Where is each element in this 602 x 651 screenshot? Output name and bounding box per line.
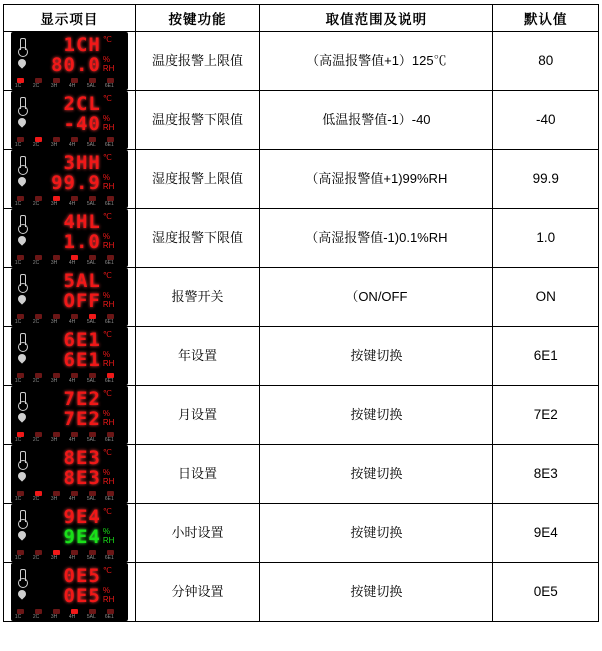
led-display-cell bbox=[4, 150, 136, 209]
value-range-cell: 低温报警值-1）-40 bbox=[260, 91, 493, 150]
default-value-cell: 9E4 bbox=[493, 504, 599, 563]
thermometer-icon bbox=[16, 155, 27, 171]
default-value-cell: 7E2 bbox=[493, 386, 599, 445]
droplet-icon bbox=[16, 411, 27, 427]
led-bar-label: 2C bbox=[32, 614, 40, 620]
led-humidity-value: 99.9 bbox=[51, 172, 101, 194]
led-temperature-row bbox=[11, 34, 128, 56]
led-temperature-row bbox=[11, 388, 128, 410]
led-bar-label: 5AL bbox=[86, 201, 96, 207]
led-humidity-unit: % RH bbox=[102, 114, 115, 132]
led-bar-label: 5AL bbox=[86, 555, 96, 561]
droplet-icon bbox=[16, 116, 27, 132]
led-temperature-value: 3HH bbox=[63, 152, 101, 174]
droplet-icon bbox=[16, 588, 27, 604]
value-range-cell: （ON/OFF bbox=[260, 268, 493, 327]
led-bar-label: 3H bbox=[50, 496, 58, 502]
default-value-cell: 1.0 bbox=[493, 209, 599, 268]
led-humidity-unit: % RH bbox=[102, 232, 115, 250]
led-display-cell bbox=[4, 91, 136, 150]
led-bar-label: 4H bbox=[68, 496, 76, 502]
led-bar-label: 3H bbox=[50, 142, 58, 148]
led-humidity-row bbox=[11, 408, 128, 430]
led-bar-label: 2C bbox=[32, 319, 40, 325]
led-bar-labels bbox=[11, 201, 128, 208]
led-bar-label: 3H bbox=[50, 319, 58, 325]
value-range-cell: 按键切换 bbox=[260, 563, 493, 622]
led-humidity-unit: % RH bbox=[102, 173, 115, 191]
led-bar-label: 5AL bbox=[86, 614, 96, 620]
led-panel bbox=[11, 563, 128, 621]
led-humidity-value: 7E2 bbox=[63, 408, 101, 430]
led-bar-label: 1C bbox=[14, 201, 22, 207]
led-display-cell bbox=[4, 386, 136, 445]
led-bar-label: 5AL bbox=[86, 319, 96, 325]
key-function-cell: 年设置 bbox=[135, 327, 260, 386]
thermometer-icon bbox=[16, 214, 27, 230]
led-bar-labels bbox=[11, 496, 128, 503]
led-temperature-value: 0E5 bbox=[63, 565, 101, 587]
led-humidity-value: 9E4 bbox=[63, 526, 101, 548]
led-bar-label: 6E1 bbox=[104, 437, 114, 443]
led-bar-label: 3H bbox=[50, 83, 58, 89]
led-humidity-value: 80.0 bbox=[51, 54, 101, 76]
led-bar-label: 1C bbox=[14, 142, 22, 148]
led-bar-label: 5AL bbox=[86, 260, 96, 266]
led-humidity-unit: % RH bbox=[102, 350, 115, 368]
value-range-cell: 按键切换 bbox=[260, 445, 493, 504]
led-humidity-value: 8E3 bbox=[63, 467, 101, 489]
led-humidity-row bbox=[11, 231, 128, 253]
default-value-cell: -40 bbox=[493, 91, 599, 150]
key-function-cell: 月设置 bbox=[135, 386, 260, 445]
led-humidity-row bbox=[11, 172, 128, 194]
led-bar-labels bbox=[11, 614, 128, 621]
led-temperature-unit: ℃ bbox=[102, 389, 112, 398]
table-body bbox=[4, 32, 599, 622]
led-humidity-row bbox=[11, 526, 128, 548]
thermometer-icon bbox=[16, 450, 27, 466]
led-display-cell bbox=[4, 268, 136, 327]
led-panel bbox=[11, 327, 128, 385]
led-bar-label: 4H bbox=[68, 437, 76, 443]
led-display-cell bbox=[4, 327, 136, 386]
table-header-row bbox=[4, 5, 599, 32]
thermometer-icon bbox=[16, 332, 27, 348]
led-bar-label: 3H bbox=[50, 614, 58, 620]
led-bar-label: 5AL bbox=[86, 437, 96, 443]
led-bar-label: 1C bbox=[14, 319, 22, 325]
value-range-cell: （高湿报警值-1)0.1%RH bbox=[260, 209, 493, 268]
led-indicator-bar bbox=[11, 607, 128, 621]
led-bar-labels bbox=[11, 378, 128, 385]
led-bar-label: 1C bbox=[14, 378, 22, 384]
led-humidity-row bbox=[11, 113, 128, 135]
table-row bbox=[4, 563, 599, 622]
led-bar-label: 1C bbox=[14, 496, 22, 502]
header-range: 取值范围及说明 bbox=[260, 5, 493, 32]
led-bar-label: 6E1 bbox=[104, 83, 114, 89]
key-function-cell: 温度报警下限值 bbox=[135, 91, 260, 150]
droplet-icon bbox=[16, 470, 27, 486]
led-panel bbox=[11, 386, 128, 444]
led-temperature-unit: ℃ bbox=[102, 448, 112, 457]
key-function-cell: 温度报警上限值 bbox=[135, 32, 260, 91]
led-humidity-unit: % RH bbox=[102, 409, 115, 427]
led-indicator-bar bbox=[11, 548, 128, 562]
led-temperature-row bbox=[11, 565, 128, 587]
led-temperature-unit: ℃ bbox=[102, 271, 112, 280]
thermometer-icon bbox=[16, 96, 27, 112]
led-bar-label: 6E1 bbox=[104, 378, 114, 384]
led-bar-label: 5AL bbox=[86, 378, 96, 384]
table-row bbox=[4, 150, 599, 209]
led-bar-label: 1C bbox=[14, 260, 22, 266]
default-value-cell: 6E1 bbox=[493, 327, 599, 386]
led-temperature-value: 4HL bbox=[63, 211, 101, 233]
table-row bbox=[4, 91, 599, 150]
led-panel bbox=[11, 268, 128, 326]
led-display-cell bbox=[4, 209, 136, 268]
default-value-cell: 0E5 bbox=[493, 563, 599, 622]
led-indicator-bar bbox=[11, 371, 128, 385]
key-function-cell: 分钟设置 bbox=[135, 563, 260, 622]
led-indicator-bar bbox=[11, 253, 128, 267]
led-humidity-value: 1.0 bbox=[63, 231, 101, 253]
led-humidity-value: 0E5 bbox=[63, 585, 101, 607]
led-bar-labels bbox=[11, 142, 128, 149]
led-display-cell bbox=[4, 563, 136, 622]
value-range-cell: 按键切换 bbox=[260, 504, 493, 563]
led-temperature-unit: ℃ bbox=[102, 153, 112, 162]
thermometer-icon bbox=[16, 273, 27, 289]
led-display-cell bbox=[4, 504, 136, 563]
led-bar-label: 2C bbox=[32, 142, 40, 148]
led-indicator-bar bbox=[11, 430, 128, 444]
led-humidity-row bbox=[11, 290, 128, 312]
header-function: 按键功能 bbox=[135, 5, 260, 32]
led-bar-label: 4H bbox=[68, 260, 76, 266]
led-bar-label: 6E1 bbox=[104, 142, 114, 148]
led-temperature-row bbox=[11, 152, 128, 174]
led-bar-label: 2C bbox=[32, 378, 40, 384]
led-bar-label: 6E1 bbox=[104, 319, 114, 325]
led-display-cell bbox=[4, 32, 136, 91]
key-function-cell: 日设置 bbox=[135, 445, 260, 504]
led-temperature-row bbox=[11, 506, 128, 528]
led-temperature-unit: ℃ bbox=[102, 330, 112, 339]
led-bar-label: 1C bbox=[14, 83, 22, 89]
led-bar-label: 5AL bbox=[86, 496, 96, 502]
led-temperature-row bbox=[11, 93, 128, 115]
led-bar-label: 2C bbox=[32, 496, 40, 502]
led-humidity-value: OFF bbox=[63, 290, 101, 312]
led-humidity-row bbox=[11, 467, 128, 489]
table-row bbox=[4, 504, 599, 563]
led-temperature-unit: ℃ bbox=[102, 94, 112, 103]
led-bar-label: 4H bbox=[68, 555, 76, 561]
led-temperature-value: 9E4 bbox=[63, 506, 101, 528]
led-bar-label: 4H bbox=[68, 142, 76, 148]
key-function-cell: 湿度报警上限值 bbox=[135, 150, 260, 209]
led-panel bbox=[11, 504, 128, 562]
led-temperature-row bbox=[11, 270, 128, 292]
led-bar-label: 2C bbox=[32, 201, 40, 207]
led-temperature-unit: ℃ bbox=[102, 35, 112, 44]
header-display: 显示项目 bbox=[4, 5, 136, 32]
default-value-cell: ON bbox=[493, 268, 599, 327]
value-range-cell: （高湿报警值+1)99%RH bbox=[260, 150, 493, 209]
table-row bbox=[4, 327, 599, 386]
droplet-icon bbox=[16, 175, 27, 191]
table-row bbox=[4, 32, 599, 91]
droplet-icon bbox=[16, 352, 27, 368]
led-bar-label: 3H bbox=[50, 378, 58, 384]
led-temperature-row bbox=[11, 447, 128, 469]
led-bar-labels bbox=[11, 555, 128, 562]
led-temperature-unit: ℃ bbox=[102, 212, 112, 221]
led-bar-label: 4H bbox=[68, 201, 76, 207]
table-row bbox=[4, 445, 599, 504]
led-temperature-row bbox=[11, 329, 128, 351]
key-function-cell: 报警开关 bbox=[135, 268, 260, 327]
value-range-cell: （高温报警值+1）125℃ bbox=[260, 32, 493, 91]
thermometer-icon bbox=[16, 37, 27, 53]
led-bar-label: 2C bbox=[32, 83, 40, 89]
led-indicator-bar bbox=[11, 194, 128, 208]
led-indicator-bar bbox=[11, 135, 128, 149]
led-bar-label: 5AL bbox=[86, 83, 96, 89]
led-temperature-unit: ℃ bbox=[102, 566, 112, 575]
led-panel bbox=[11, 91, 128, 149]
led-bar-label: 5AL bbox=[86, 142, 96, 148]
led-bar-label: 4H bbox=[68, 614, 76, 620]
led-panel bbox=[11, 150, 128, 208]
led-bar-label: 6E1 bbox=[104, 201, 114, 207]
header-default: 默认值 bbox=[493, 5, 599, 32]
table-row bbox=[4, 268, 599, 327]
led-bar-label: 3H bbox=[50, 260, 58, 266]
spec-table bbox=[3, 4, 599, 622]
led-bar-label: 1C bbox=[14, 437, 22, 443]
led-temperature-row bbox=[11, 211, 128, 233]
default-value-cell: 80 bbox=[493, 32, 599, 91]
value-range-cell: 按键切换 bbox=[260, 386, 493, 445]
default-value-cell: 99.9 bbox=[493, 150, 599, 209]
led-humidity-unit: % RH bbox=[102, 291, 115, 309]
led-temperature-value: 1CH bbox=[63, 34, 101, 56]
led-humidity-row bbox=[11, 349, 128, 371]
led-temperature-value: 6E1 bbox=[63, 329, 101, 351]
led-humidity-row bbox=[11, 54, 128, 76]
led-panel bbox=[11, 209, 128, 267]
led-bar-label: 1C bbox=[14, 555, 22, 561]
led-indicator-bar bbox=[11, 489, 128, 503]
led-bar-label: 3H bbox=[50, 437, 58, 443]
led-bar-label: 3H bbox=[50, 201, 58, 207]
led-indicator-bar bbox=[11, 76, 128, 90]
led-bar-label: 6E1 bbox=[104, 260, 114, 266]
led-bar-label: 4H bbox=[68, 83, 76, 89]
led-panel bbox=[11, 32, 128, 90]
led-bar-label: 3H bbox=[50, 555, 58, 561]
led-humidity-unit: % RH bbox=[102, 55, 115, 73]
table-row bbox=[4, 386, 599, 445]
key-function-cell: 湿度报警下限值 bbox=[135, 209, 260, 268]
led-humidity-value: 6E1 bbox=[63, 349, 101, 371]
led-bar-label: 4H bbox=[68, 378, 76, 384]
led-bar-label: 2C bbox=[32, 260, 40, 266]
led-bar-label: 1C bbox=[14, 614, 22, 620]
led-humidity-value: -40 bbox=[63, 113, 101, 135]
droplet-icon bbox=[16, 57, 27, 73]
droplet-icon bbox=[16, 293, 27, 309]
led-temperature-value: 7E2 bbox=[63, 388, 101, 410]
led-bar-label: 2C bbox=[32, 437, 40, 443]
led-humidity-unit: % RH bbox=[102, 527, 115, 545]
default-value-cell: 8E3 bbox=[493, 445, 599, 504]
led-bar-labels bbox=[11, 83, 128, 90]
led-humidity-unit: % RH bbox=[102, 468, 115, 486]
thermometer-icon bbox=[16, 568, 27, 584]
led-temperature-unit: ℃ bbox=[102, 507, 112, 516]
led-bar-label: 6E1 bbox=[104, 496, 114, 502]
led-temperature-value: 5AL bbox=[63, 270, 101, 292]
led-bar-labels bbox=[11, 437, 128, 444]
led-display-cell bbox=[4, 445, 136, 504]
led-humidity-row bbox=[11, 585, 128, 607]
value-range-cell: 按键切换 bbox=[260, 327, 493, 386]
thermometer-icon bbox=[16, 509, 27, 525]
led-temperature-value: 2CL bbox=[63, 93, 101, 115]
led-bar-label: 6E1 bbox=[104, 614, 114, 620]
led-bar-labels bbox=[11, 319, 128, 326]
led-humidity-unit: % RH bbox=[102, 586, 115, 604]
key-function-cell: 小时设置 bbox=[135, 504, 260, 563]
table-row bbox=[4, 209, 599, 268]
droplet-icon bbox=[16, 529, 27, 545]
thermometer-icon bbox=[16, 391, 27, 407]
led-bar-label: 2C bbox=[32, 555, 40, 561]
led-temperature-value: 8E3 bbox=[63, 447, 101, 469]
led-indicator-bar bbox=[11, 312, 128, 326]
droplet-icon bbox=[16, 234, 27, 250]
led-panel bbox=[11, 445, 128, 503]
led-bar-label: 6E1 bbox=[104, 555, 114, 561]
led-bar-label: 4H bbox=[68, 319, 76, 325]
led-bar-labels bbox=[11, 260, 128, 267]
